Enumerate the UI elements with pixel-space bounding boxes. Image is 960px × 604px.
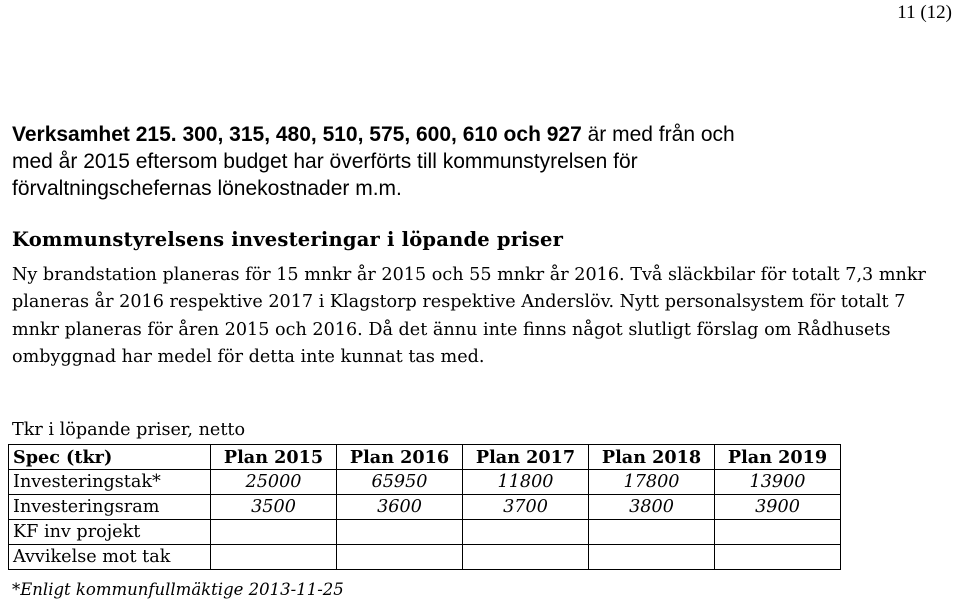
row-label: Investeringsram — [9, 495, 211, 520]
table-header-cell: Plan 2016 — [337, 445, 463, 470]
table-cell: 13900 — [715, 470, 841, 495]
investment-table — [8, 444, 841, 570]
table-cell: 3500 — [211, 495, 337, 520]
page-number: 11 (12) — [897, 2, 952, 23]
table-header-cell: Plan 2017 — [463, 445, 589, 470]
table-cell — [211, 545, 337, 570]
row-label: Avvikelse mot tak — [9, 545, 211, 570]
table-row — [9, 545, 841, 570]
row-label: KF inv projekt — [9, 520, 211, 545]
table-cell: 3800 — [589, 495, 715, 520]
intro-line2: med år 2015 eftersom budget har överförts till kommunstyrelsen för — [12, 150, 638, 173]
table-caption: Tkr i löpande priser, netto — [12, 420, 246, 440]
table-header-cell: Plan 2018 — [589, 445, 715, 470]
table-cell — [715, 545, 841, 570]
table-cell: 3700 — [463, 495, 589, 520]
section-heading: Kommunstyrelsens investeringar i löpande priser — [12, 228, 564, 251]
table-row — [9, 495, 841, 520]
table-cell: 25000 — [211, 470, 337, 495]
table-cell — [463, 545, 589, 570]
table-cell — [211, 520, 337, 545]
table-cell: 11800 — [463, 470, 589, 495]
table-footnote: *Enligt kommunfullmäktige 2013-11-25 — [12, 580, 344, 599]
intro-paragraph — [12, 121, 912, 202]
intro-line3: förvaltningschefernas lönekostnader m.m. — [12, 177, 402, 200]
table-header-row — [9, 445, 841, 470]
table-header-cell: Plan 2019 — [715, 445, 841, 470]
table-cell: 3600 — [337, 495, 463, 520]
table-cell: 65950 — [337, 470, 463, 495]
table-cell — [589, 520, 715, 545]
table-row — [9, 470, 841, 495]
table-cell: 17800 — [589, 470, 715, 495]
section-paragraph: Ny brandstation planeras för 15 mnkr år 2015 och 55 mnkr år 2016. Två släckbilar för totalt 7,3 mnkr planeras år 2016 respektive 2017 i Klagstorp respektive Anderslöv. Nytt personalsystem för totalt 7 mnkr planeras för åren 2015 och 2016. Då det ännu inte finns något slutligt förslag om Rådhusets ombyggnad har medel för detta inte kunnat tas med. — [12, 265, 926, 368]
table-header-cell: Spec (tkr) — [9, 445, 211, 470]
table-row — [9, 520, 841, 545]
table-cell — [715, 520, 841, 545]
intro-bold-text: Verksamhet 215. 300, 315, 480, 510, 575, 600, 610 och 927 — [12, 123, 582, 146]
table-header-cell: Plan 2015 — [211, 445, 337, 470]
table-cell — [337, 520, 463, 545]
table-cell — [589, 545, 715, 570]
table-cell — [463, 520, 589, 545]
intro-line1-rest: är med från och — [581, 123, 735, 146]
table-cell — [337, 545, 463, 570]
row-label: Investeringstak* — [9, 470, 211, 495]
table-cell: 3900 — [715, 495, 841, 520]
